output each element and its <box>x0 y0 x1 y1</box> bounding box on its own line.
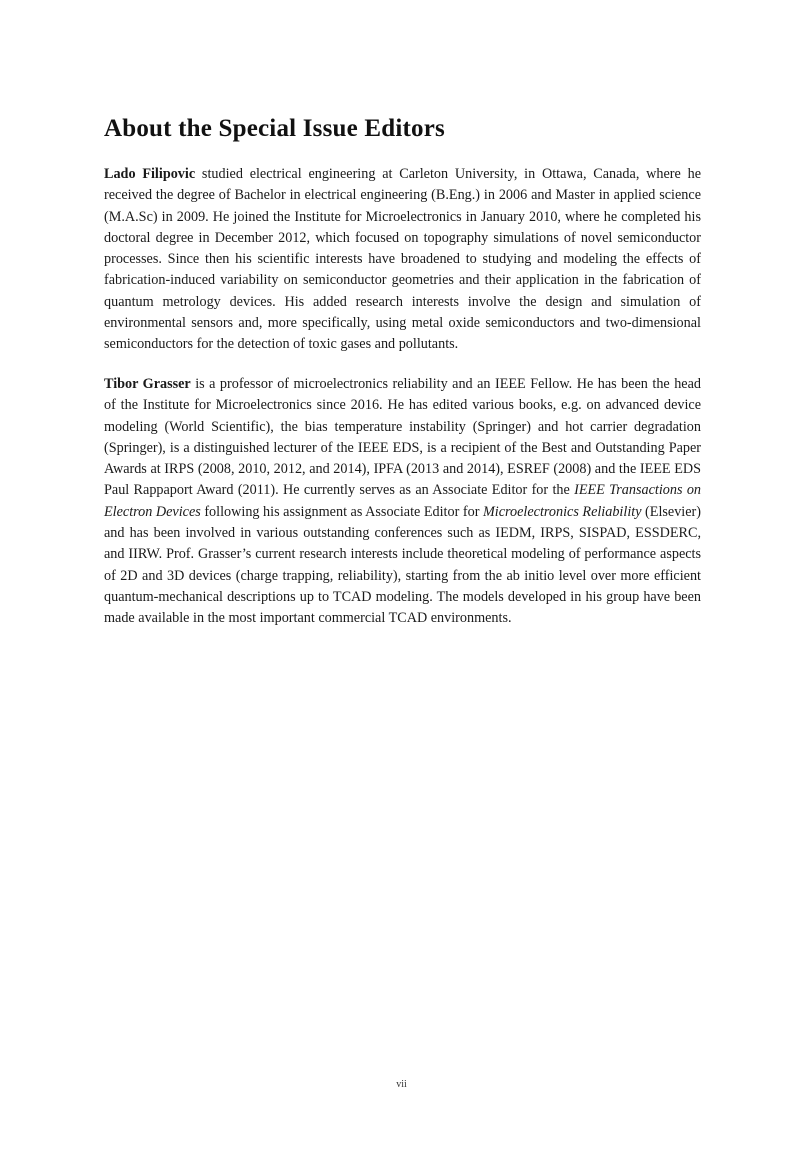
page-title: About the Special Issue Editors <box>104 115 445 142</box>
journal-title-ieee-ted: IEEE Transactions on Electron Devices <box>104 482 702 520</box>
editor-name: Tibor Grasser <box>104 376 191 392</box>
editor-bio-grasser <box>104 374 701 630</box>
bio-text: is a professor of microelectronics reliability and an IEEE Fellow. He has been the head of the Institute for Microelectronics since 2016. He has edited various books, e.g. on advanced device modeling (World Scientific), the bias temperature instability (Springer) and hot carrier degradation (Springer), is a distinguished lecturer of the IEEE EDS, is a recipient of the Best and Outstanding Paper Awards at IRPS (2008, 2010, 2012, and 2014), IPFA (2013 and 2014), ESREF (2008) and the IEEE EDS Paul Rappaport Award (2011). He currently serves as an Associate Editor for the <box>104 376 701 499</box>
bio-text: (Elsevier) and has been involved in various outstanding conferences such as IEDM, IRPS, SISPAD, ESSDERC, and IIRW. Prof. Grasser’s current research interests include theoretical modeling of performance aspects of 2D and 3D devices (charge trapping, reliability), starting from the ab initio level over more efficient quantum-mechanical descriptions up to TCAD modeling. The models developed in his group have been made available in the most important commercial TCAD environments. <box>104 503 701 627</box>
bio-text: studied electrical engineering at Carleton University, in Ottawa, Canada, where he received the degree of Bachelor in electrical engineering (B.Eng.) in 2006 and Master in applied science (M.A.Sc) in 2009. He joined the Institute for Microelectronics in January 2010, where he completed his doctoral degree in December 2012, which focused on topography simulations of novel semiconductor processes. Since then his scientific interests have broadened to studying and modeling the effects of fabrication-induced variability on semiconductor geometries and their application in the fabrication of quantum metrology devices. His added research interests involve the design and simulation of environmental sensors and, more specifically, using metal oxide semiconductors and two-dimensional semiconductors for the detection of toxic gases and pollutants. <box>104 166 701 353</box>
editor-name: Lado Filipovic <box>104 166 196 182</box>
page-number: vii <box>396 1079 407 1090</box>
editor-bio-filipovic <box>104 164 701 356</box>
bio-text: following his assignment as Associate Editor for <box>200 503 483 520</box>
journal-title-microelectronics-reliability: Microelectronics Reliability <box>482 503 642 520</box>
